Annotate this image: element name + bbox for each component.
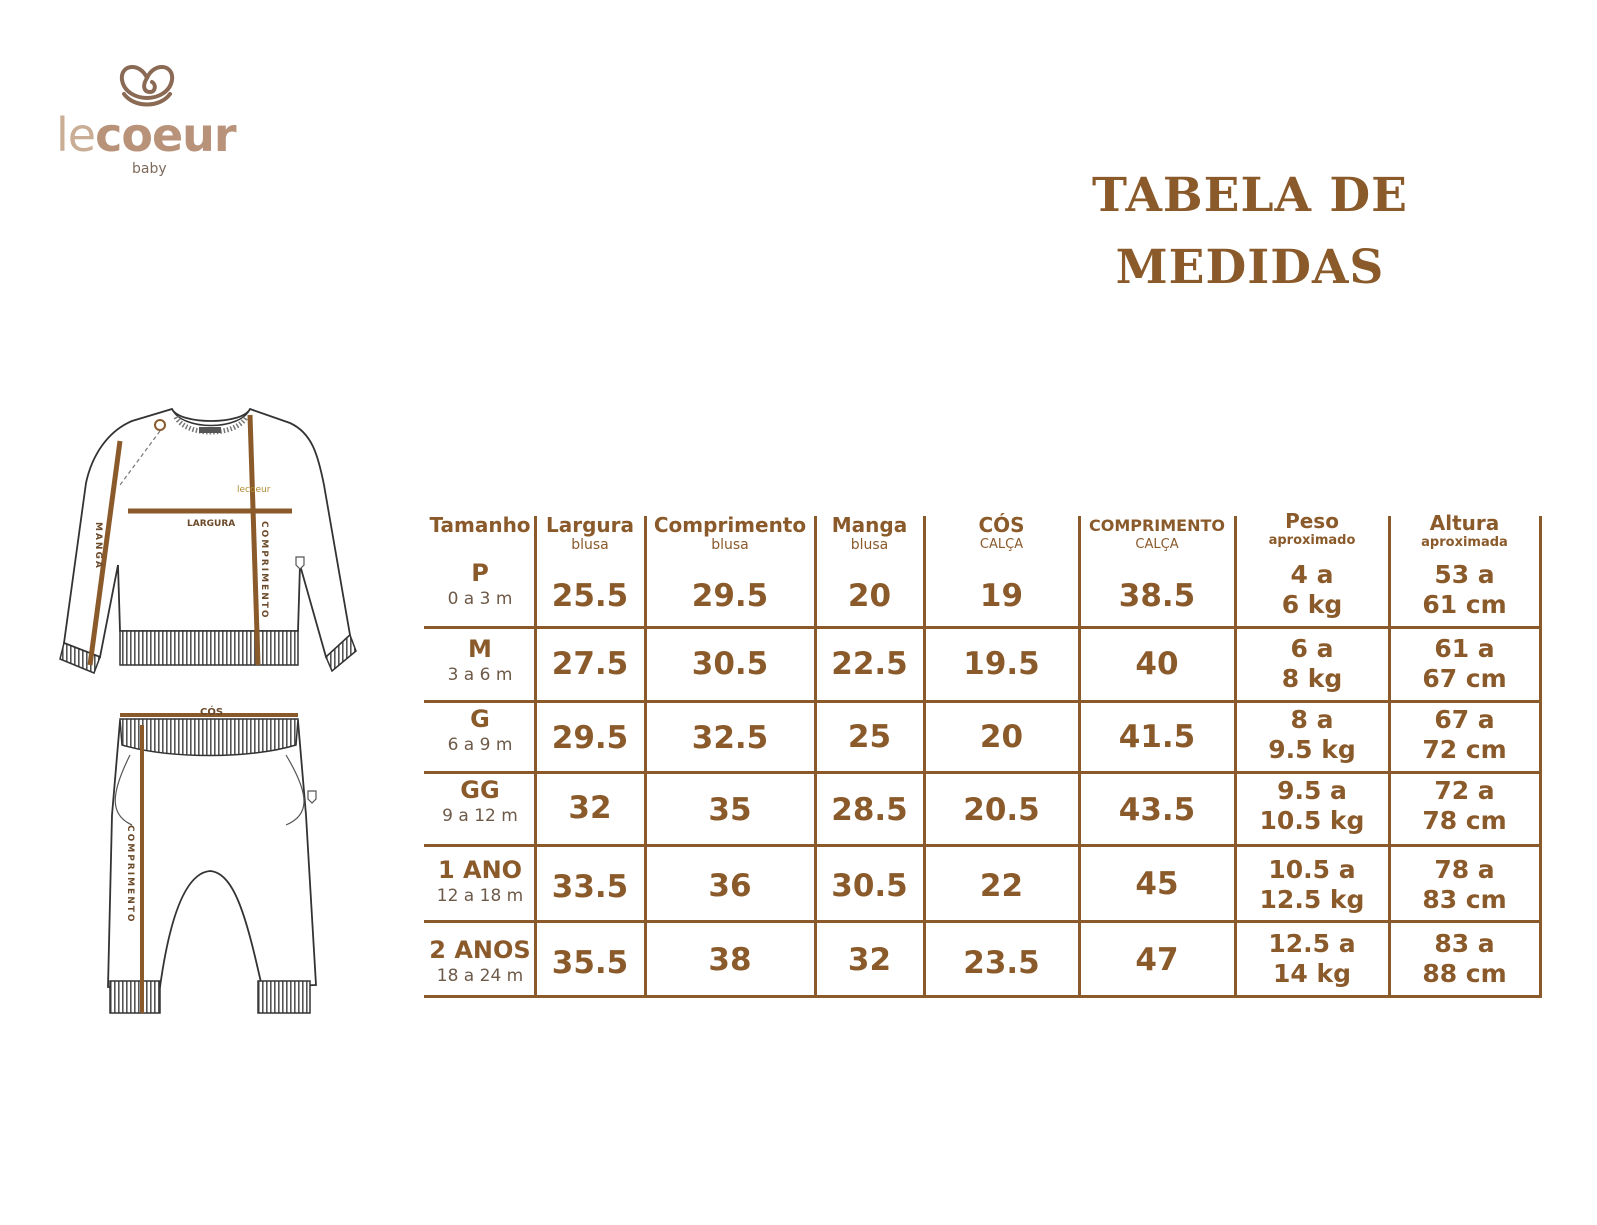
cell-value: 72 a [1434,776,1495,805]
cos-cell [925,773,1078,844]
cell-value: 22 [979,868,1024,904]
cell-value: 43.5 [1118,792,1196,828]
size-label: M [468,635,492,663]
comprimento-calca-label: COMPRIMENTO [125,825,135,924]
cell-value: 19.5 [963,646,1040,682]
comprimento-cell [646,702,814,771]
cell-value: 47 [1135,942,1179,978]
size-cell [424,847,536,920]
size-cell [424,628,536,700]
peso-cell [1236,702,1388,771]
cell-value: 53 a [1434,560,1495,589]
cell-value: 9.5 a [1277,776,1347,805]
age-label: 12 a 18 m [436,886,524,906]
page-title [1040,160,1460,304]
comp-calca-cell [1080,923,1234,995]
cell-value: 29.5 [551,720,629,756]
manga-cell [816,847,923,920]
header-sub: blusa [850,537,889,553]
sweater-illustration [60,409,356,673]
cell-value: 83 cm [1422,885,1507,914]
cell-value: 45 [1135,866,1179,902]
size-label: G [470,705,490,733]
cell-value: 32.5 [691,720,769,756]
manga-cell [816,702,923,771]
peso-cell [1236,508,1388,626]
header-main: Largura [545,513,635,537]
altura-cell [1390,773,1539,844]
header-main: Peso [1285,509,1339,533]
cos-label: CÓS [200,707,224,718]
age-label: 6 a 9 m [447,735,513,755]
table-row [424,628,1542,700]
table-row [424,702,1542,771]
cell-value: 22.5 [831,646,908,682]
comp-calca-cell [1080,628,1234,700]
garment-sketch [50,395,370,1025]
heart-logo-icon [114,56,180,112]
cell-value: 38.5 [1118,578,1196,614]
cell-value: 67 a [1434,705,1495,734]
size-cell [424,923,536,995]
cos-cell [925,923,1078,995]
age-label: 9 a 12 m [442,806,518,826]
cell-value: 30.5 [831,868,908,904]
cell-value: 19 [979,578,1024,614]
cell-value: 36 [708,868,752,904]
cell-value: 72 cm [1422,735,1507,764]
header-main: Comprimento [653,513,807,537]
cell-value: 28.5 [831,792,908,828]
largura-cell [536,628,644,700]
cell-value: 6 kg [1281,590,1343,619]
table-row [424,773,1542,844]
cell-value: 35 [708,792,752,828]
cell-value: 10.5 kg [1259,806,1365,835]
cell-value: 83 a [1434,929,1495,958]
size-cell [424,702,536,771]
manga-cell [816,773,923,844]
table-row [424,923,1542,995]
header-sub: CALÇA [1135,537,1179,552]
cell-value: 8 kg [1281,664,1343,693]
header-main: Altura [1429,511,1500,535]
brand-wordmark [56,108,236,162]
cell-value: 20 [979,719,1024,755]
manga-cell [816,628,923,700]
cell-value: 9.5 kg [1268,735,1356,764]
cell-value: 12.5 kg [1259,885,1365,914]
cell-value: 25.5 [551,578,629,614]
comp-calca-cell [1080,847,1234,920]
cell-value: 88 cm [1422,959,1507,988]
comprimento-cell [646,847,814,920]
cell-value: 32 [847,942,892,978]
cell-value: 78 a [1434,855,1495,884]
size-label: 1 ANO [437,856,523,884]
header-sub: blusa [571,537,609,553]
cell-value: 10.5 a [1268,855,1356,884]
size-table [424,508,1542,998]
cell-value: 14 kg [1272,959,1351,988]
age-label: 3 a 6 m [447,665,513,685]
cell-value: 38 [708,942,752,978]
pants-illustration [108,705,316,1013]
cell-value: 23.5 [963,945,1040,981]
header-main: CÓS [978,513,1025,537]
comp-calca-cell [1080,508,1234,626]
largura-cell [536,702,644,771]
cell-value: 29.5 [691,578,769,614]
cell-value: 4 a [1290,560,1334,589]
peso-cell [1236,847,1388,920]
largura-cell [536,508,644,626]
cell-value: 35.5 [551,945,629,981]
manga-label: MANGA [93,522,103,570]
title-line2: MEDIDAS [1115,240,1385,295]
size-cell [424,508,536,626]
cell-value: 61 cm [1422,590,1507,619]
header-sub: blusa [711,537,749,553]
altura-cell [1390,847,1539,920]
size-label: 2 ANOS [429,936,531,964]
cell-value: 27.5 [551,646,629,682]
age-label: 18 a 24 m [436,966,524,986]
size-label: P [471,559,489,587]
cell-value: 33.5 [551,869,629,905]
comp-calca-cell [1080,773,1234,844]
size-cell [424,773,536,844]
cell-value: 40 [1135,646,1179,682]
title-line1: TABELA DE [1092,168,1408,223]
largura-cell [536,923,644,995]
header-main: Tamanho [429,513,531,537]
altura-cell [1390,702,1539,771]
header-sub: CALÇA [979,537,1024,552]
manga-cell [816,508,923,626]
altura-cell [1390,923,1539,995]
age-label: 0 a 3 m [447,589,513,609]
header-main: Manga [831,513,908,537]
comprimento-cell [646,923,814,995]
header-sub: aproximado [1268,533,1356,548]
cell-value: 41.5 [1118,719,1196,755]
table-row [424,508,1542,626]
brand-subtitle: baby [132,161,167,177]
cell-value: 25 [847,719,892,755]
altura-cell [1390,628,1539,700]
cos-cell [925,628,1078,700]
brand-name-part2: coeur [95,108,236,162]
table-row [424,847,1542,920]
comprimento-blusa-label: COMPRIMENTO [259,521,269,620]
peso-cell [1236,923,1388,995]
cell-value: 6 a [1290,634,1334,663]
peso-cell [1236,628,1388,700]
cell-value: 20.5 [963,792,1040,828]
cell-value: 32 [568,790,612,826]
size-label: GG [460,776,500,804]
manga-cell [816,923,923,995]
cell-value: 67 cm [1422,664,1507,693]
cell-value: 78 cm [1422,806,1507,835]
altura-cell [1390,508,1539,626]
comprimento-cell [646,508,814,626]
comprimento-cell [646,628,814,700]
cos-cell [925,702,1078,771]
cell-value: 30.5 [691,646,769,682]
brand-name-part1: le [56,108,96,162]
cell-value: 20 [847,578,892,614]
cell-value: 61 a [1434,634,1495,663]
header-sub: aproximada [1421,535,1508,550]
peso-cell [1236,773,1388,844]
cos-cell [925,508,1078,626]
largura-cell [536,847,644,920]
largura-cell [536,773,644,844]
shirt-logo-label: lecoeur [237,485,271,495]
header-main: COMPRIMENTO [1088,516,1226,535]
cell-value: 12.5 a [1268,929,1356,958]
comp-calca-cell [1080,702,1234,771]
comprimento-cell [646,773,814,844]
largura-label: LARGURA [187,519,236,529]
cos-cell [925,847,1078,920]
brand-logo [56,56,256,186]
cell-value: 8 a [1290,705,1334,734]
